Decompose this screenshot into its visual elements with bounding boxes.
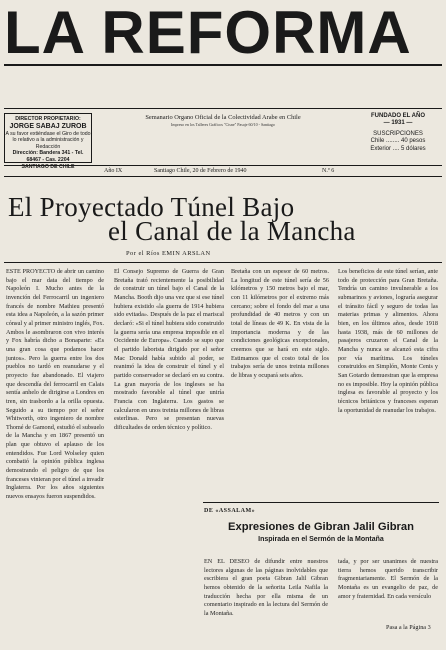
continued-note: Pasa a la Página 3 [386, 624, 431, 631]
article2-column-1: EN EL DESEO de difundir entre nuestros lectores algunas de las páginas inolvidables que escribiera el gran poeta Gibran Jalil Gibran hemos obtenido de la señorita Leila Nafila la traducción hecha por ella misma de un comentario inspirado en la lectura del Sermón de la Montaña. [204, 558, 328, 617]
printer-line: Impreso en los Talleres Gráficos "Cisne" Pasaje 60/10 - Santiago [171, 122, 275, 127]
tagline: Semanario Organo Oficial de la Colectividad Arabe en Chile [145, 114, 301, 121]
director-name: JORGE SABAJ ZUROB [9, 122, 87, 130]
dateline [4, 165, 442, 177]
subscriptions-label: SUSCRIPCIONES [373, 130, 423, 137]
article-headline-line1: El Proyectado Túnel Bajo [8, 192, 295, 222]
subscription-chile: Chile ........ 40 pesos [370, 138, 426, 145]
article-column-4: Los beneficios de este túnel serían, ante todo de protección para Gran Bretaña. Tendría un camino invulnerable a los submarinos y aviones, lograría asegurar el tránsito fácil y seguro de todas las materias primas y alimentos. Ahora bien, en los últimos años, desde 1918 hasta 1938, más de 60 millones de pasajeros cruzaron el Canal de la Mancha y nunca se alcanzó esta cifra por vía marítima. Los túneles construidos en Simplón, Monte Cenis y San Gotardo demuestran que la empresa no es imposible. Hoy la opinión pública inglesa es favorable al proyecto y los técnicos británicos y franceses esperan la oportunidad de reanudar los trabajos. [338, 268, 438, 414]
director-address: Dirección: Bandera 341 - Tel. 68467 - Cas. 2204 [12, 150, 84, 163]
director-box [4, 113, 92, 170]
article2-subtitle: Inspirada en el Sermón de la Montaña [258, 536, 384, 543]
issue-number: N.º 6 [322, 168, 335, 174]
director-city: SANTIAGO DE CHILE [21, 163, 75, 170]
article-column-2: El Consejo Supremo de Guerra de Gran Bretaña trató recientemente la posibilidad de construir un túnel bajo el Canal de la Mancha. Booth dijo una vez que si ese túnel hubiera existido «la guerra de 1914 hubiera sido evitada». Después de la paz el mariscal declaró: «Si el túnel hubiera sido construido la guerra sería una empresa imposible en el Occidente de Europa». Cuando se supo que el partido laborista dirigido por el señor Mac Donald había subido al poder, se reanimó la idea de construir el túnel y el partido conservador se declaró en su contra. La gran mayoría de los ingleses se ha mostrado favorable al túnel que uniría Francia con Inglaterra. Los gastos se calcularon en unos treinta millones de libras esterlinas. Pero se presentan nuevas dificultades de orden técnico y político. [114, 268, 224, 431]
article-headline-line2: el Canal de la Mancha [108, 216, 356, 246]
article2-kicker: DE «ASSALAM» [204, 508, 256, 514]
article2-column-2: tada, y por ser unanimes de nuestra tierra hemos querido transcribir fragmentariamente. El Sermón de la Montaña es un evangelio de paz, de amor y fraternidad. En cada versículo [338, 558, 438, 600]
issue-date: Santiago Chile, 20 de Febrero de 1940 [154, 168, 247, 174]
article2-title: Expresiones de Gibran Jalil Gibran [228, 521, 414, 533]
section-rule [203, 502, 439, 503]
founded-box [354, 113, 442, 161]
subscription-exterior: Exterior .... 5 dólares [370, 145, 426, 152]
article-column-3: Bretaña con un espesor de 60 metros. La longitud de este túnel sería de 56 kilómetros y 150 metros bajo el mar, con 11 kilómetros por el extremo más cercano; sobre el fondo del mar a una profundidad de 40 metros y con un total de líneas de 49 K. En vista de la importancia moderna y de las condiciones geológicas excepcionales, creemos que se hará en este siglo. Estimamos que el costo total de los trabajos sería de unos treinta millones de libras y ocupará seis años. [231, 268, 329, 379]
director-label: DIRECTOR PROPIETARIO: [15, 116, 81, 122]
header-center [96, 114, 350, 128]
article-byline: Por el Ríos EMIN ARSLAN [126, 250, 211, 257]
masthead-rule-bottom [4, 108, 442, 109]
founded-year: — 1931 — [383, 120, 413, 127]
masthead-title: LA REFORMA [4, 4, 412, 62]
issue-year: Año IX [104, 168, 123, 174]
article-column-1: ESTE PROYECTO de abrir un camino bajo el mar data del tiempo de Napoleón I. Mucho antes de la invención del Ferrocarril un ingeniero francés de nombre Mathieu presentó esta idea a Napoleón, a la sazón primer cónsul y al primer ministro inglés, Fox. Ambos le asombraron con vivo interés y Fox habría dicho a Bonaparte: «Es una gran cosa que podamos hacer juntos». Pero la guerra entre los dos pueblos no tardó en reanudarse y el proyecto fue abandonado. El viajero que descendía del ferrocarril en Calais sentía anhelo de dirigirse a Londres en tren, sin trasbordo a la orilla opuesta. Seguido a su tiempo por el señor Whitworth, otro ingeniero de nombre Thomé de Gamond, estudió el subsuelo de la Mancha y en 1867 presentó un plan que obtuvo el aplauso de los entendidos. Fue Lord Wolseley quien combatió la opinión pública inglesa demostrando el peligro de que los franceses vinieran por el túnel a invadir Inglaterra. Por los años siguientes nuevos ensayos fueron suspendidos. [6, 268, 104, 501]
founded-label: FUNDADO EL AÑO [371, 113, 425, 119]
director-note: A su favor extiéndase el Giro de todo lo relativo a la administración y Redacción [5, 130, 91, 150]
masthead-rule-top [4, 64, 442, 66]
headline-rule [4, 262, 442, 263]
